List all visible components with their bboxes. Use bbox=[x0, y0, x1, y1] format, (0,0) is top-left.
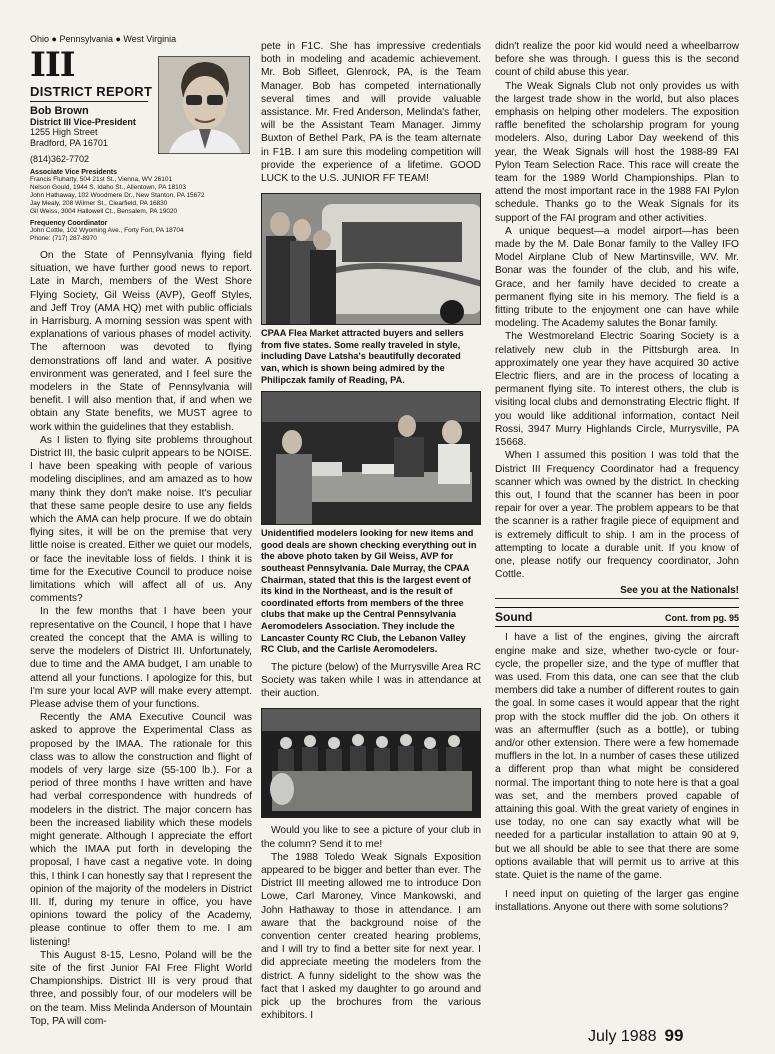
district-report-title: DISTRICT REPORT bbox=[30, 84, 153, 99]
photo-caption: CPAA Flea Market attracted buyers and sellers from five states. Some really traveled in style, including Dave Latsha's beautifully decorated van, which is shown being admired by the Philipczak family of Reading, PA. bbox=[261, 328, 464, 385]
sound-title: Sound bbox=[495, 610, 533, 625]
page-footer bbox=[588, 1026, 683, 1046]
vp-portrait-photo bbox=[158, 56, 250, 154]
article-paragraph: The Weak Signals Club not only provides us with the largest trade show in the world, but also places emphasis on helping other modelers. The exposition raffle benefited the scholarship program for young modelers. Also, during Labor Day weekend of this year, the Weak Signals will host the 1988-89 FAI Pylon Team Selection Race. This race will create the team for the 1989 World Championships. Plan to attend the most important race in the 1988 FAI Pylon schedule. Thanks go to the Weak Signals for its support of the FAI program and other activities. bbox=[495, 80, 739, 224]
title-divider bbox=[30, 101, 148, 102]
avp-line: Nelson Gould, 1944 S. Idaho St., Allentown, PA 18103 bbox=[30, 184, 186, 191]
article-paragraph: On the State of Pennsylvania flying field situation, we have further good news to report. Late in March, members of the West Shore Flying Society, Gil Weiss (AVP), Geoff Styles, and Jeff Troy (AMA HQ) met with public officials in Harrisburg. A morning session was spent with explanations of various phases of model activity. The afternoon was devoted to flying demonstrations off land and water. A positive environment was generated, and I feel sure the modelers in the State of Pennsylvania will benefit. I will also mention that, if and when we obtain any State benefits, we MUST agree to work within the guidelines that they establish. bbox=[30, 250, 252, 433]
vp-name: Bob Brown bbox=[30, 105, 89, 117]
continued-from-note: Cont. from pg. 95 bbox=[665, 613, 739, 624]
issue-date: July 1988 bbox=[588, 1028, 657, 1045]
flea-market-tables-photo bbox=[261, 391, 481, 525]
article-paragraph: A unique bequest—a model airport—has been made by the M. Dale Bonar family to the Valley IFO Model Airplane Club of New Martinsville, WV. Mr. Bonar was the founder of the club, and his wife, Grace, and her family have decided to create a permanent flying site in his memory. The field is a fitting tribute to the enjoyment one can have while modeling. The Academy salutes the Bonar family. bbox=[495, 225, 739, 330]
district-header bbox=[30, 34, 252, 154]
middle-column bbox=[261, 40, 481, 1022]
photo-caption: Unidentified modelers looking for new items and good deals are shown checking everything out in the above photo taken by Gil Weiss, AVP for southeast Pennsylvania. Dale Murray, the CPAA Chairman, stated that this is the largest event of its kind in the Northeast, and is the result of coordinated efforts from members of the three clubs that make up the Central Pennsylvania Aeromodelers Association. They include the Lancaster County RC Club, the Lebanon Valley RC Club, and the Carlisle Aeromodelers. bbox=[261, 528, 477, 655]
sound-section-header bbox=[495, 607, 739, 627]
left-column bbox=[30, 36, 252, 1028]
signoff-line: See you at the Nationals! bbox=[495, 585, 739, 599]
article-paragraph: The picture (below) of the Murrysville Area RC Society was taken while I was in attendance at their auction. bbox=[261, 661, 481, 700]
avp-line: Gil Weiss, 3004 Hallowell Ct., Bensalem, PA 19020 bbox=[30, 208, 178, 215]
avp-heading: Associate Vice Presidents bbox=[30, 169, 118, 176]
flea-market-van-photo bbox=[261, 193, 481, 325]
avp-line: Francis Fluharty, 504 21st St., Vienna, WV 26101 bbox=[30, 176, 173, 183]
states-line: Ohio ● Pennsylvania ● West Virginia bbox=[30, 34, 177, 44]
sound-paragraph: I need input on quieting of the larger gas engine installations. Anyone out there with some solutions? bbox=[495, 889, 739, 914]
vp-phone: (814)362-7702 bbox=[30, 154, 90, 164]
vp-title: District III Vice-President bbox=[30, 117, 136, 127]
freq-coordinator-address: John Cottle, 102 Wyoming Ave., Forty Fort, PA 18704 bbox=[30, 227, 184, 234]
article-paragraph: The 1988 Toledo Weak Signals Exposition appeared to be bigger and better than ever. The District III meeting allowed me to introduce Don Lowe, Carl Maroney, Vince Mankowski, and John Hathaway to those in attendance. I am aware that the background noise of the convention center created hearing problems, and I will try to find a better site for next year. I did appreciate meeting the modelers from the district. A funny sidelight to the show was the fact that I asked my daughter to go around and pick up the brochures from the various exhibitors. I bbox=[261, 851, 481, 1022]
article-paragraph: pete in F1C. She has impressive credentials both in modeling and academic achievement. Mr. Bob Sifleet, Glenrock, PA, is the Team Manager. Bob has competed internationally several times and will provide valuable assistance. Mr. Fred Anderson, Melinda's father, will be the Assistant Team Manager. Jimmy Buxton of Bethel Park, PA is the team alternate in F1B. I am sure this modeling competition will provide the experience of a lifetime. GOOD LUCK to the U.S. JUNIOR FF TEAM! bbox=[261, 41, 481, 185]
article-paragraph: In the few months that I have been your representative on the Council, I hope that I have created the concept that the AMA is willing to serve the modelers of District III. Unfortunately, due to time and the AMA budget, I am unable to attend all your functions. I apologize for this, but I'm sure your local AVP will make every attempt. Please advise them of your functions. bbox=[30, 606, 252, 710]
right-column bbox=[495, 40, 739, 915]
article-paragraph: Would you like to see a picture of your club in the column? Send it to me! bbox=[261, 825, 481, 850]
vp-address-1: 1255 High Street bbox=[30, 127, 98, 137]
article-paragraph: Recently the AMA Executive Council was asked to approve the Experimental Class as proposed by the IMAA. The rationale for this class was to allow the construction and flight of models of very large size (55-100 lb.). For a period of three months I have written and have had verbal correspondence with hundreds of modelers in the district. The major concern has been the increased liability which these models might generate. Although I appreciate the effort which the IMAA put forth in developing the proposal, I have cast a negative vote. In doing this, I think I can honestly say that I represent the opinion of the majority of the modelers in District III. If, during my tenure in office, you have opinions toward the policy of the Academy, please continue to offer them to me. I am listening! bbox=[30, 712, 252, 948]
page-number: 99 bbox=[664, 1026, 684, 1045]
freq-coordinator-phone: Phone: (717) 287-8970 bbox=[30, 235, 97, 242]
avp-line: John Hathaway, 102 Woodmere Dr., New Stanton, PA 15672 bbox=[30, 192, 205, 199]
article-paragraph: This August 8-15, Lesno, Poland will be the site of the first Junior FAI Free Flight World Championships. District III is very proud that three, and possibly four, of our modelers will be on the team. Miss Melinda Anderson of Mountain Top, PA will com- bbox=[30, 949, 252, 1027]
article-paragraph: The Westmoreland Electric Soaring Society is a relatively new club in the Pittsburgh area. In approximately one year they have acquired 30 active Electric fliers, and are in the process of locating a permanent flying site. To interest others, the club is visiting local clubs and demonstrating Electric flight. If you would like additional information, contact Neil Rossi, 3947 Murry Highlands Circle, Murrysville, PA 15668. bbox=[495, 331, 739, 449]
article-paragraph: When I assumed this position I was told that the District III Frequency Coordinator had a frequency scanner which was owned by the district. In checking this out, I found that the scanner has been in poor repair for over a year. The problem appears to be that the scanner is a rather fragile piece of equipment and is extremely difficult to ship. I am in the process of attempting to locate a durable unit. If you know of one, please notify our frequency coordinator, John Cottle. bbox=[495, 450, 739, 581]
avp-line: Jay Mealy, 208 Wilmer St., Clearfield, PA 16830 bbox=[30, 200, 168, 207]
district-numeral: III bbox=[30, 45, 75, 85]
article-paragraph: As I listen to flying site problems throughout District III, the basic culprit appears to be NOISE. I have been speaking with people of various modeling disciplines, and am amazed as to how many think they don't make noise. It's peculiar that these same people desire to use any fields which the AMA can help procure. If we do obtain flying sites, it will be on the premise that very little noise is created. Either we quiet our models, or face the inevitable loss of fields. I think it is time for the Executive Council to produce noise limitations which will affect all of us. Any comments? bbox=[30, 434, 252, 605]
sound-paragraph: I have a list of the engines, giving the aircraft engine make and size, whether two-cycle or four-cycle, the propeller size, and the type of muffler that was used. From this data, one can see that the club members did take a number of different routes to gain the goal. In some cases it would appear that the right prop with the stock muffler did the job. On others it was an aftermuffler (such as a bottle), or tubing and/or other extension. There were a few homemade mufflers in the lot. In a number of cases these utilized a different prop than what might be considered normal. The important thing to note here is that a goal was set, and the members proved capable of attaining this goal. With the great variety of engines in use today, no one can say exactly what will be needed for a particular installation to attain 90 at 9, but we all should be able to see that there are some options available that will permit us to arrive at this state. Quiet is the name of the game. bbox=[495, 632, 739, 881]
freq-coordinator-heading: Frequency Coordinator bbox=[30, 220, 108, 227]
article-paragraph: didn't realize the poor kid would need a wheelbarrow before she was through. I guess this is the second count of child abuse this year. bbox=[495, 41, 739, 79]
vp-address-2: Bradford, PA 16701 bbox=[30, 138, 108, 148]
murrysville-club-photo bbox=[261, 708, 481, 818]
